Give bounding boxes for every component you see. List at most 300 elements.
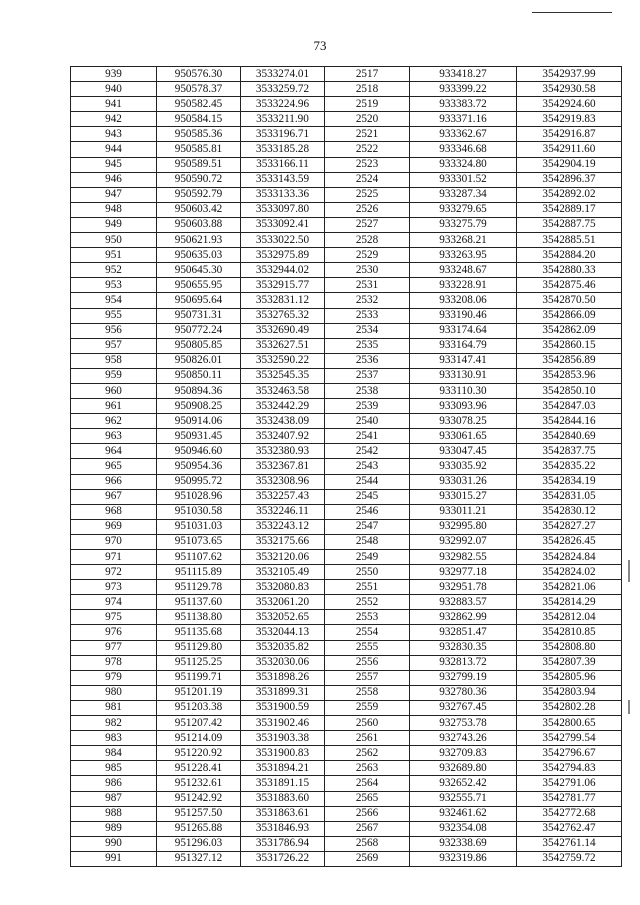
table-cell: 951203.38 [157, 700, 241, 715]
table-row [71, 716, 622, 731]
table-cell: 3533211.90 [241, 112, 325, 127]
table-cell: 950954.36 [157, 459, 241, 474]
table-cell: 974 [71, 595, 157, 610]
table-cell: 979 [71, 670, 157, 685]
table-cell: 962 [71, 414, 157, 429]
table-cell: 2552 [325, 595, 410, 610]
table-cell: 3542821.06 [517, 580, 622, 595]
table-cell: 967 [71, 489, 157, 504]
table-cell: 2541 [325, 429, 410, 444]
table-cell: 3531786.94 [241, 836, 325, 851]
table-cell: 3542853.96 [517, 368, 622, 383]
table-cell: 933035.92 [410, 459, 517, 474]
table-cell: 3532442.29 [241, 399, 325, 414]
table-cell: 2543 [325, 459, 410, 474]
table-cell: 951265.88 [157, 821, 241, 836]
table-cell: 950931.45 [157, 429, 241, 444]
table-row [71, 368, 622, 383]
table-row [71, 429, 622, 444]
table-cell: 933130.91 [410, 368, 517, 383]
table-cell: 942 [71, 112, 157, 127]
table-row [71, 761, 622, 776]
table-cell: 3542866.09 [517, 308, 622, 323]
table-cell: 951327.12 [157, 851, 241, 866]
table-cell: 932338.69 [410, 836, 517, 851]
table-cell: 3532308.96 [241, 474, 325, 489]
table-row [71, 399, 622, 414]
table-cell: 950894.36 [157, 383, 241, 398]
table-cell: 3533092.41 [241, 217, 325, 232]
table-cell: 966 [71, 474, 157, 489]
table-row [71, 172, 622, 187]
table-cell: 3532463.58 [241, 383, 325, 398]
table-cell: 950578.37 [157, 82, 241, 97]
table-cell: 932743.26 [410, 731, 517, 746]
table-cell: 932992.07 [410, 534, 517, 549]
table-cell: 3531900.59 [241, 700, 325, 715]
table-cell: 985 [71, 761, 157, 776]
table-cell: 963 [71, 429, 157, 444]
table-cell: 2538 [325, 383, 410, 398]
table-cell: 2517 [325, 67, 410, 82]
table-cell: 951129.78 [157, 580, 241, 595]
table-cell: 3542796.67 [517, 746, 622, 761]
table-cell: 951257.50 [157, 806, 241, 821]
table-cell: 957 [71, 338, 157, 353]
header-rule [532, 12, 612, 13]
table-cell: 2523 [325, 157, 410, 172]
table-cell: 933228.91 [410, 278, 517, 293]
table-row [71, 474, 622, 489]
table-cell: 2521 [325, 127, 410, 142]
table-cell: 952 [71, 263, 157, 278]
table-cell: 951125.25 [157, 655, 241, 670]
table-row [71, 112, 622, 127]
table-cell: 984 [71, 746, 157, 761]
table-row [71, 278, 622, 293]
table-cell: 2520 [325, 112, 410, 127]
table-cell: 970 [71, 534, 157, 549]
table-cell: 969 [71, 519, 157, 534]
table-cell: 3532367.81 [241, 459, 325, 474]
table-cell: 932709.83 [410, 746, 517, 761]
table-cell: 991 [71, 851, 157, 866]
table-cell: 932830.35 [410, 640, 517, 655]
table-row [71, 806, 622, 821]
table-row [71, 338, 622, 353]
table-cell: 2569 [325, 851, 410, 866]
table-cell: 2554 [325, 625, 410, 640]
table-cell: 961 [71, 399, 157, 414]
table-cell: 959 [71, 368, 157, 383]
table-cell: 3542870.50 [517, 293, 622, 308]
table-cell: 3531898.26 [241, 670, 325, 685]
table-cell: 951135.68 [157, 625, 241, 640]
table-cell: 3542835.22 [517, 459, 622, 474]
table-cell: 3542800.65 [517, 716, 622, 731]
table-cell: 939 [71, 67, 157, 82]
table-cell: 933383.72 [410, 97, 517, 112]
table-cell: 950908.25 [157, 399, 241, 414]
table-cell: 933164.79 [410, 338, 517, 353]
table-cell: 933078.25 [410, 414, 517, 429]
table-cell: 950585.36 [157, 127, 241, 142]
table-row [71, 263, 622, 278]
table-cell: 2530 [325, 263, 410, 278]
table-cell: 932689.80 [410, 761, 517, 776]
table-row [71, 625, 622, 640]
table-row [71, 82, 622, 97]
table-row [71, 293, 622, 308]
table-cell: 3532246.11 [241, 504, 325, 519]
table-row [71, 127, 622, 142]
table-row [71, 459, 622, 474]
table-cell: 3532438.09 [241, 414, 325, 429]
table-cell: 951107.62 [157, 550, 241, 565]
table-row [71, 776, 622, 791]
table-row [71, 700, 622, 715]
table-cell: 3542860.15 [517, 338, 622, 353]
table-cell: 950592.79 [157, 187, 241, 202]
table-cell: 990 [71, 836, 157, 851]
table-cell: 932319.86 [410, 851, 517, 866]
table-cell: 933031.26 [410, 474, 517, 489]
table-cell: 3542837.75 [517, 444, 622, 459]
table-cell: 2547 [325, 519, 410, 534]
table-cell: 3542772.68 [517, 806, 622, 821]
table-cell: 933047.45 [410, 444, 517, 459]
table-cell: 951115.89 [157, 565, 241, 580]
table-row [71, 187, 622, 202]
table-cell: 3542844.16 [517, 414, 622, 429]
table-row [71, 383, 622, 398]
table-cell: 950850.11 [157, 368, 241, 383]
table-cell: 933399.22 [410, 82, 517, 97]
table-cell: 2534 [325, 323, 410, 338]
table-cell: 988 [71, 806, 157, 821]
table-cell: 3542885.51 [517, 233, 622, 248]
table-row [71, 670, 622, 685]
table-cell: 2548 [325, 534, 410, 549]
table-cell: 3542840.69 [517, 429, 622, 444]
table-cell: 946 [71, 172, 157, 187]
table-cell: 3532052.65 [241, 610, 325, 625]
table-cell: 933110.30 [410, 383, 517, 398]
table-cell: 2533 [325, 308, 410, 323]
table-cell: 3542827.27 [517, 519, 622, 534]
table-cell: 3531891.15 [241, 776, 325, 791]
table-cell: 2565 [325, 791, 410, 806]
table-cell: 3531902.46 [241, 716, 325, 731]
table-row [71, 504, 622, 519]
table-row [71, 791, 622, 806]
table-cell: 933147.41 [410, 353, 517, 368]
table-cell: 932767.45 [410, 700, 517, 715]
table-cell: 3532120.06 [241, 550, 325, 565]
table-cell: 2540 [325, 414, 410, 429]
table-cell: 3532831.12 [241, 293, 325, 308]
table-row [71, 444, 622, 459]
table-cell: 949 [71, 217, 157, 232]
table-cell: 932977.18 [410, 565, 517, 580]
table-cell: 951228.41 [157, 761, 241, 776]
table-cell: 2527 [325, 217, 410, 232]
table-cell: 2566 [325, 806, 410, 821]
table-row [71, 610, 622, 625]
table-cell: 3542862.09 [517, 323, 622, 338]
table-cell: 3542834.19 [517, 474, 622, 489]
table-cell: 933301.52 [410, 172, 517, 187]
table-cell: 980 [71, 685, 157, 700]
table-cell: 932799.19 [410, 670, 517, 685]
table-cell: 933346.68 [410, 142, 517, 157]
table-cell: 2551 [325, 580, 410, 595]
table-cell: 951073.65 [157, 534, 241, 549]
table-cell: 3531726.22 [241, 851, 325, 866]
table-cell: 971 [71, 550, 157, 565]
table-cell: 951137.60 [157, 595, 241, 610]
table-cell: 973 [71, 580, 157, 595]
margin-mark [628, 700, 630, 714]
table-cell: 3533224.96 [241, 97, 325, 112]
table-cell: 960 [71, 383, 157, 398]
table-cell: 3542904.19 [517, 157, 622, 172]
table-cell: 2561 [325, 731, 410, 746]
table-cell: 978 [71, 655, 157, 670]
table-row [71, 534, 622, 549]
table-cell: 2558 [325, 685, 410, 700]
table-cell: 3542814.29 [517, 595, 622, 610]
table-cell: 947 [71, 187, 157, 202]
table-cell: 3542937.99 [517, 67, 622, 82]
table-cell: 941 [71, 97, 157, 112]
table-cell: 982 [71, 716, 157, 731]
table-cell: 2564 [325, 776, 410, 791]
table-cell: 951031.03 [157, 519, 241, 534]
table-row [71, 157, 622, 172]
table-cell: 954 [71, 293, 157, 308]
table-row [71, 746, 622, 761]
table-cell: 950946.60 [157, 444, 241, 459]
table-cell: 2524 [325, 172, 410, 187]
table-cell: 3531903.38 [241, 731, 325, 746]
table-cell: 3532590.22 [241, 353, 325, 368]
table-cell: 3542830.12 [517, 504, 622, 519]
table-row [71, 248, 622, 263]
table-cell: 975 [71, 610, 157, 625]
table-cell: 940 [71, 82, 157, 97]
table-cell: 950603.42 [157, 202, 241, 217]
table-cell: 2529 [325, 248, 410, 263]
table-cell: 950695.64 [157, 293, 241, 308]
table-cell: 3542930.58 [517, 82, 622, 97]
table-cell: 950584.15 [157, 112, 241, 127]
table-row [71, 308, 622, 323]
table-cell: 2568 [325, 836, 410, 851]
table-cell: 983 [71, 731, 157, 746]
table-cell: 951242.92 [157, 791, 241, 806]
table-cell: 3532105.49 [241, 565, 325, 580]
table-cell: 943 [71, 127, 157, 142]
table-cell: 933371.16 [410, 112, 517, 127]
table-cell: 3542896.37 [517, 172, 622, 187]
table-cell: 951214.09 [157, 731, 241, 746]
table-cell: 3533143.59 [241, 172, 325, 187]
table-cell: 3542826.45 [517, 534, 622, 549]
table-cell: 3542884.20 [517, 248, 622, 263]
table-cell: 3533133.36 [241, 187, 325, 202]
table-cell: 932982.55 [410, 550, 517, 565]
table-cell: 2528 [325, 233, 410, 248]
table-cell: 951028.96 [157, 489, 241, 504]
table-cell: 3532175.66 [241, 534, 325, 549]
table-cell: 3533166.11 [241, 157, 325, 172]
table-cell: 3542791.06 [517, 776, 622, 791]
table-cell: 2556 [325, 655, 410, 670]
table-cell: 3542831.05 [517, 489, 622, 504]
table-cell: 2539 [325, 399, 410, 414]
table-cell: 3532044.13 [241, 625, 325, 640]
table-cell: 950995.72 [157, 474, 241, 489]
table-cell: 933418.27 [410, 67, 517, 82]
table-cell: 950805.85 [157, 338, 241, 353]
table-row [71, 640, 622, 655]
table-cell: 950590.72 [157, 172, 241, 187]
table-cell: 3532380.93 [241, 444, 325, 459]
table-cell: 3532035.82 [241, 640, 325, 655]
table-cell: 951138.80 [157, 610, 241, 625]
table-cell: 932862.99 [410, 610, 517, 625]
table-cell: 933093.96 [410, 399, 517, 414]
table-cell: 950772.24 [157, 323, 241, 338]
table-cell: 981 [71, 700, 157, 715]
table-cell: 3532080.83 [241, 580, 325, 595]
table-row [71, 67, 622, 82]
table-cell: 951201.19 [157, 685, 241, 700]
table-row [71, 353, 622, 368]
table-cell: 3533022.50 [241, 233, 325, 248]
table-cell: 3531846.93 [241, 821, 325, 836]
table-cell: 2567 [325, 821, 410, 836]
table-cell: 932354.08 [410, 821, 517, 836]
table-row [71, 323, 622, 338]
table-cell: 2532 [325, 293, 410, 308]
table-cell: 3542824.84 [517, 550, 622, 565]
table-cell: 951129.80 [157, 640, 241, 655]
table-row [71, 595, 622, 610]
table-cell: 932555.71 [410, 791, 517, 806]
table-cell: 3532407.92 [241, 429, 325, 444]
table-cell: 965 [71, 459, 157, 474]
table-cell: 976 [71, 625, 157, 640]
table-cell: 3542889.17 [517, 202, 622, 217]
table-cell: 3532975.89 [241, 248, 325, 263]
table-cell: 958 [71, 353, 157, 368]
table-cell: 933061.65 [410, 429, 517, 444]
table-cell: 933174.64 [410, 323, 517, 338]
table-cell: 2542 [325, 444, 410, 459]
table-cell: 3531899.31 [241, 685, 325, 700]
table-cell: 950621.93 [157, 233, 241, 248]
table-cell: 955 [71, 308, 157, 323]
table-cell: 944 [71, 142, 157, 157]
table-cell: 972 [71, 565, 157, 580]
table-cell: 3532030.06 [241, 655, 325, 670]
table-cell: 951030.58 [157, 504, 241, 519]
table-cell: 3533097.80 [241, 202, 325, 217]
table-cell: 951232.61 [157, 776, 241, 791]
table-cell: 951296.03 [157, 836, 241, 851]
table-cell: 933287.34 [410, 187, 517, 202]
table-cell: 3542875.46 [517, 278, 622, 293]
table-cell: 3531883.60 [241, 791, 325, 806]
table-cell: 933268.21 [410, 233, 517, 248]
table-cell: 953 [71, 278, 157, 293]
table-cell: 3533259.72 [241, 82, 325, 97]
table-cell: 945 [71, 157, 157, 172]
table-cell: 3532243.12 [241, 519, 325, 534]
table-cell: 2559 [325, 700, 410, 715]
table-cell: 2562 [325, 746, 410, 761]
table-row [71, 550, 622, 565]
table-cell: 2557 [325, 670, 410, 685]
table-cell: 932461.62 [410, 806, 517, 821]
table-cell: 3542887.75 [517, 217, 622, 232]
table-cell: 951220.92 [157, 746, 241, 761]
table-cell: 3532257.43 [241, 489, 325, 504]
table-cell: 3542824.02 [517, 565, 622, 580]
table-cell: 3542781.77 [517, 791, 622, 806]
table-cell: 950582.45 [157, 97, 241, 112]
table-cell: 950589.51 [157, 157, 241, 172]
table-cell: 950645.30 [157, 263, 241, 278]
table-cell: 932951.78 [410, 580, 517, 595]
table-cell: 3542916.87 [517, 127, 622, 142]
table-cell: 3532915.77 [241, 278, 325, 293]
table-cell: 950826.01 [157, 353, 241, 368]
table-cell: 932813.72 [410, 655, 517, 670]
table-cell: 3542799.54 [517, 731, 622, 746]
table-cell: 3542880.33 [517, 263, 622, 278]
table-cell: 933275.79 [410, 217, 517, 232]
table-cell: 932780.36 [410, 685, 517, 700]
table-cell: 2549 [325, 550, 410, 565]
table-row [71, 233, 622, 248]
table-cell: 951 [71, 248, 157, 263]
table-cell: 3542919.83 [517, 112, 622, 127]
table-cell: 3533185.28 [241, 142, 325, 157]
table-cell: 3542759.72 [517, 851, 622, 866]
table-cell: 933324.80 [410, 157, 517, 172]
table-row [71, 731, 622, 746]
table-cell: 951207.42 [157, 716, 241, 731]
table-cell: 3542856.89 [517, 353, 622, 368]
table-cell: 3542803.94 [517, 685, 622, 700]
table-cell: 977 [71, 640, 157, 655]
table-row [71, 202, 622, 217]
table-row [71, 217, 622, 232]
table-cell: 950635.03 [157, 248, 241, 263]
table-row [71, 685, 622, 700]
table-cell: 950914.06 [157, 414, 241, 429]
table-cell: 3532690.49 [241, 323, 325, 338]
table-cell: 989 [71, 821, 157, 836]
table-cell: 933248.67 [410, 263, 517, 278]
table-row [71, 142, 622, 157]
table-row [71, 519, 622, 534]
table-cell: 2544 [325, 474, 410, 489]
table-row [71, 489, 622, 504]
